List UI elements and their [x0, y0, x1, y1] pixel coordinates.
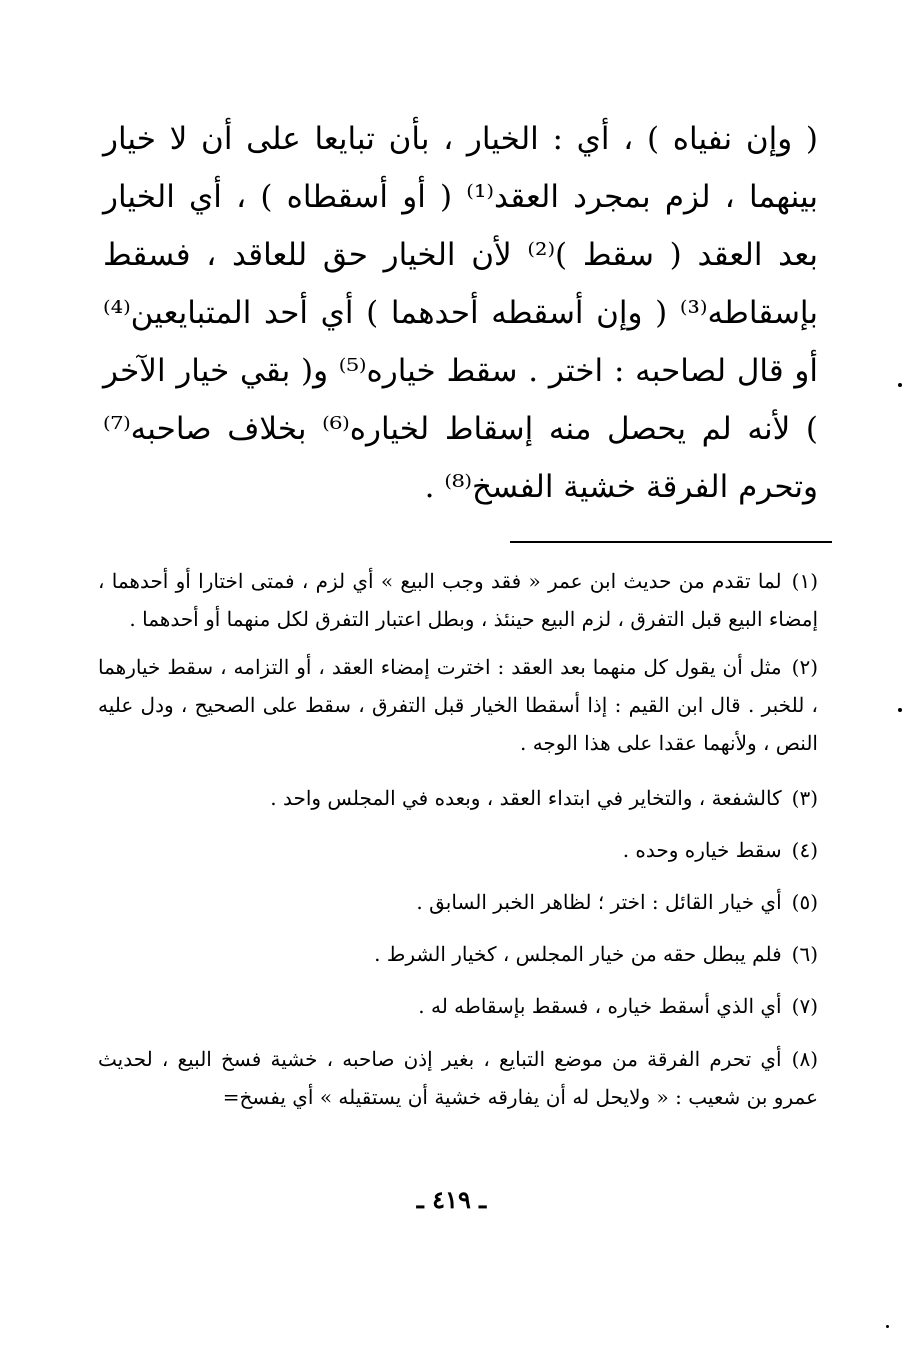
- footnote-7: [98, 980, 818, 1032]
- main-paragraph: ( وإن نفياه ) ، أي : الخيار ، بأن تبايعا على أن لا خيار بينهما ، لزم بمجرد العقد⁽¹⁾ ( أو أسقطاه ) ، أي الخيار بعد العقد ( سقط )⁽²⁾ لأن الخيار حق للعاقد ، فسقط بإسقاطه⁽³⁾ ( وإن أسقطه أحدهما ) أي أحد المتبايعين⁽⁴⁾ أو قال لصاحبه : اختر . سقط خياره⁽⁵⁾ و( بقي خيار الآخر ) لأنه لم يحصل منه إسقاط لخياره⁽⁶⁾ بخلاف صاحبه⁽⁷⁾ وتحرم الفرقة خشية الفسخ⁽⁸⁾ .: [103, 121, 819, 505]
- scan-speck: [898, 708, 902, 712]
- footnote-6: [98, 928, 818, 980]
- footnote-text: مثل أن يقول كل منهما بعد العقد : اخترت إمضاء العقد ، أو التزامه ، سقط خيارهما ، للخبر . قال ابن القيم : إذا أسقطا الخيار قبل التفرق ، سقط على الصحيح ، ودل عليه النص ، ولأنهما عقدا على هذا الوجه .: [98, 655, 818, 755]
- footnote-number: (٥): [791, 890, 818, 914]
- footnote-text: أي تحرم الفرقة من موضع التبايع ، بغير إذن صاحبه ، خشية فسخ البيع ، لحديث عمرو بن شعيب : « ولايحل له أن يفارقه خشية أن يستقيله » أي يفسخ=: [98, 1047, 818, 1109]
- footnote-number: (٣): [791, 786, 818, 810]
- footnote-text: أي خيار القائل : اختر ؛ لظاهر الخبر السابق .: [416, 890, 782, 914]
- footnote-1: [98, 562, 818, 638]
- footnote-text: أي الذي أسقط خياره ، فسقط بإسقاطه له .: [418, 994, 782, 1018]
- page-number: ـ ٤١٩ ـ: [416, 1185, 487, 1214]
- footnote-text: سقط خياره وحده .: [622, 838, 782, 862]
- footnote-text: فلم يبطل حقه من خيار المجلس ، كخيار الشرط .: [374, 942, 782, 966]
- main-text: [103, 110, 818, 516]
- footnote-5: [98, 876, 818, 928]
- footnote-text: كالشفعة ، والتخاير في ابتداء العقد ، وبعده في المجلس واحد .: [270, 786, 782, 810]
- footnote-number: (٦): [791, 942, 818, 966]
- footnote-2: [98, 648, 818, 762]
- footnote-text: لما تقدم من حديث ابن عمر « فقد وجب البيع » أي لزم ، فمتى اختارا أو أحدهما ، إمضاء البيع قبل التفرق ، لزم البيع حينئذ ، وبطل اعتبار التفرق لكل منهما أو أحدهما .: [98, 569, 818, 631]
- scan-speck: [898, 383, 902, 387]
- footnote-number: (٧): [791, 994, 818, 1018]
- footnotes: [98, 562, 818, 1126]
- footnote-number: (٨): [791, 1047, 818, 1071]
- footnote-number: (٤): [791, 838, 818, 862]
- footnote-3: [98, 772, 818, 824]
- footnote-number: (١): [791, 569, 818, 593]
- footnote-number: (٢): [791, 655, 818, 679]
- scan-speck: [886, 1325, 889, 1328]
- footnote-8: [98, 1040, 818, 1116]
- footnote-4: [98, 824, 818, 876]
- footnote-separator: [510, 541, 832, 543]
